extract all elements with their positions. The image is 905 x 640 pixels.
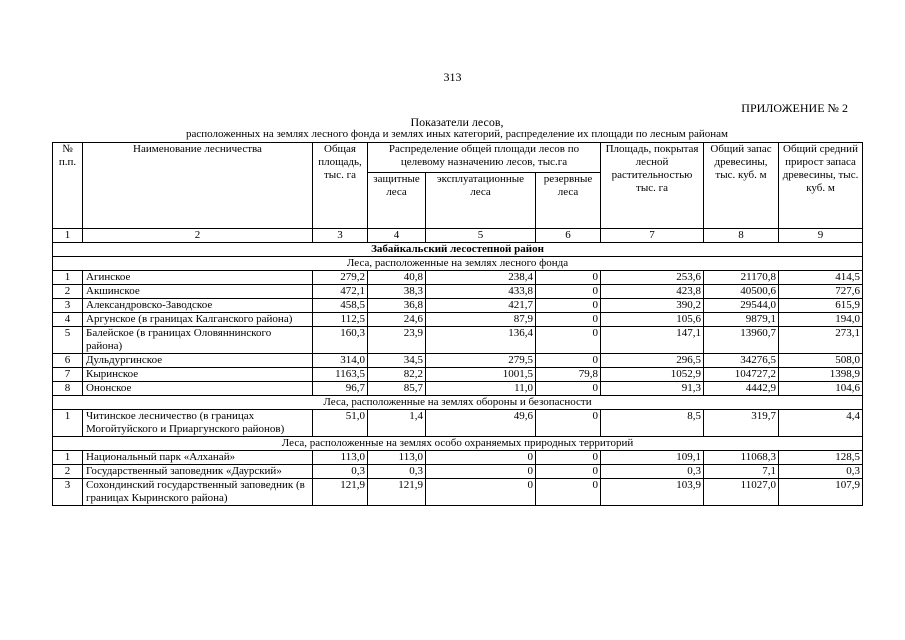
- total-area: 160,3: [313, 327, 368, 354]
- timber-stock: 9879,1: [704, 313, 779, 327]
- header-reserve: резервные леса: [536, 173, 601, 229]
- forestry-name: Агинское: [83, 271, 313, 285]
- covered-area: 390,2: [601, 299, 704, 313]
- table-row: [53, 451, 863, 465]
- covered-area: 91,3: [601, 382, 704, 396]
- forestry-name: Дульдургинское: [83, 354, 313, 368]
- forestry-name: Кыринское: [83, 368, 313, 382]
- exploitation-forests: 11,0: [426, 382, 536, 396]
- timber-stock: 21170,8: [704, 271, 779, 285]
- column-number: 3: [313, 229, 368, 243]
- reserve-forests: 0: [536, 285, 601, 299]
- header-total-area: Общая площадь, тыс. га: [313, 143, 368, 229]
- forestry-name: Ононское: [83, 382, 313, 396]
- protective-forests: 85,7: [368, 382, 426, 396]
- row-number: 7: [53, 368, 83, 382]
- row-number: 8: [53, 382, 83, 396]
- total-area: 96,7: [313, 382, 368, 396]
- table-title: Показатели лесов,: [410, 115, 504, 129]
- forestry-name: Сохондинский государственный заповедник (в границах Кыринского района): [83, 479, 313, 506]
- covered-area: 147,1: [601, 327, 704, 354]
- table-row: [53, 271, 863, 285]
- forestry-name: Государственный заповедник «Даурский»: [83, 465, 313, 479]
- average-growth: 508,0: [779, 354, 863, 368]
- table-subtitle: расположенных на землях лесного фонда и землях иных категорий, распределение их площади по лесным районам: [185, 128, 729, 140]
- header-covered-area: Площадь, покрытая лесной растительностью тыс. га: [601, 143, 704, 229]
- timber-stock: 40500,6: [704, 285, 779, 299]
- exploitation-forests: 238,4: [426, 271, 536, 285]
- section-title: Леса, расположенные на землях обороны и безопасности: [53, 396, 863, 410]
- total-area: 0,3: [313, 465, 368, 479]
- row-number: 2: [53, 285, 83, 299]
- protective-forests: 82,2: [368, 368, 426, 382]
- protective-forests: 40,8: [368, 271, 426, 285]
- timber-stock: 7,1: [704, 465, 779, 479]
- table-row: [53, 465, 863, 479]
- total-area: 1163,5: [313, 368, 368, 382]
- total-area: 314,0: [313, 354, 368, 368]
- protective-forests: 38,3: [368, 285, 426, 299]
- covered-area: 423,8: [601, 285, 704, 299]
- reserve-forests: 79,8: [536, 368, 601, 382]
- total-area: 113,0: [313, 451, 368, 465]
- forestry-name: Акшинское: [83, 285, 313, 299]
- table-row: [53, 410, 863, 437]
- reserve-forests: 0: [536, 451, 601, 465]
- average-growth: 414,5: [779, 271, 863, 285]
- reserve-forests: 0: [536, 327, 601, 354]
- exploitation-forests: 0: [426, 465, 536, 479]
- header-exploitation: эксплуатационные леса: [426, 173, 536, 229]
- exploitation-forests: 421,7: [426, 299, 536, 313]
- protective-forests: 0,3: [368, 465, 426, 479]
- header-distribution: Распределение общей площади лесов по целевому назначению лесов, тыс.га: [368, 143, 601, 173]
- average-growth: 273,1: [779, 327, 863, 354]
- header-stock: Общий запас древесины, тыс. куб. м: [704, 143, 779, 229]
- column-number: 5: [426, 229, 536, 243]
- row-number: 5: [53, 327, 83, 354]
- column-number: 8: [704, 229, 779, 243]
- exploitation-forests: 49,6: [426, 410, 536, 437]
- reserve-forests: 0: [536, 382, 601, 396]
- section-title: Леса, расположенные на землях особо охраняемых природных территорий: [53, 437, 863, 451]
- table-row: [53, 299, 863, 313]
- total-area: 112,5: [313, 313, 368, 327]
- total-area: 279,2: [313, 271, 368, 285]
- exploitation-forests: 136,4: [426, 327, 536, 354]
- reserve-forests: 0: [536, 410, 601, 437]
- protective-forests: 36,8: [368, 299, 426, 313]
- reserve-forests: 0: [536, 354, 601, 368]
- protective-forests: 34,5: [368, 354, 426, 368]
- total-area: 472,1: [313, 285, 368, 299]
- exploitation-forests: 433,8: [426, 285, 536, 299]
- covered-area: 103,9: [601, 479, 704, 506]
- average-growth: 104,6: [779, 382, 863, 396]
- column-number: 2: [83, 229, 313, 243]
- average-growth: 727,6: [779, 285, 863, 299]
- column-number: 7: [601, 229, 704, 243]
- covered-area: 109,1: [601, 451, 704, 465]
- row-number: 6: [53, 354, 83, 368]
- forestry-name: Александровско-Заводское: [83, 299, 313, 313]
- reserve-forests: 0: [536, 479, 601, 506]
- row-number: 4: [53, 313, 83, 327]
- table-row: [53, 313, 863, 327]
- forestry-name: Национальный парк «Алханай»: [83, 451, 313, 465]
- covered-area: 1052,9: [601, 368, 704, 382]
- exploitation-forests: 0: [426, 451, 536, 465]
- row-number: 3: [53, 479, 83, 506]
- table-row: [53, 327, 863, 354]
- timber-stock: 319,7: [704, 410, 779, 437]
- exploitation-forests: 87,9: [426, 313, 536, 327]
- covered-area: 8,5: [601, 410, 704, 437]
- section-title: Леса, расположенные на землях лесного фонда: [53, 257, 863, 271]
- covered-area: 105,6: [601, 313, 704, 327]
- covered-area: 296,5: [601, 354, 704, 368]
- forestry-name: Читинское лесничество (в границах Могойтуйского и Приаргунского районов): [83, 410, 313, 437]
- exploitation-forests: 1001,5: [426, 368, 536, 382]
- table-row: [53, 479, 863, 506]
- reserve-forests: 0: [536, 299, 601, 313]
- reserve-forests: 0: [536, 271, 601, 285]
- table-row: [53, 285, 863, 299]
- protective-forests: 1,4: [368, 410, 426, 437]
- row-number: 1: [53, 410, 83, 437]
- header-protective: защитные леса: [368, 173, 426, 229]
- column-number: 6: [536, 229, 601, 243]
- protective-forests: 113,0: [368, 451, 426, 465]
- protective-forests: 23,9: [368, 327, 426, 354]
- row-number: 2: [53, 465, 83, 479]
- reserve-forests: 0: [536, 313, 601, 327]
- covered-area: 253,6: [601, 271, 704, 285]
- exploitation-forests: 279,5: [426, 354, 536, 368]
- page-number: 313: [443, 70, 462, 84]
- total-area: 121,9: [313, 479, 368, 506]
- table-row: [53, 368, 863, 382]
- timber-stock: 104727,2: [704, 368, 779, 382]
- average-growth: 194,0: [779, 313, 863, 327]
- row-number: 1: [53, 271, 83, 285]
- timber-stock: 29544,0: [704, 299, 779, 313]
- forestry-name: Балейское (в границах Оловяннинского района): [83, 327, 313, 354]
- column-number: 4: [368, 229, 426, 243]
- protective-forests: 121,9: [368, 479, 426, 506]
- table-row: [53, 354, 863, 368]
- forest-indicators-table: [52, 142, 863, 506]
- average-growth: 4,4: [779, 410, 863, 437]
- column-number-row: [53, 229, 863, 243]
- total-area: 51,0: [313, 410, 368, 437]
- average-growth: 615,9: [779, 299, 863, 313]
- forestry-name: Аргунское (в границах Калганского района): [83, 313, 313, 327]
- timber-stock: 13960,7: [704, 327, 779, 354]
- average-growth: 0,3: [779, 465, 863, 479]
- header-name: Наименование лесничества: [83, 143, 313, 229]
- covered-area: 0,3: [601, 465, 704, 479]
- header-num: № п.п.: [53, 143, 83, 229]
- protective-forests: 24,6: [368, 313, 426, 327]
- average-growth: 128,5: [779, 451, 863, 465]
- row-number: 3: [53, 299, 83, 313]
- row-number: 1: [53, 451, 83, 465]
- table-row: [53, 382, 863, 396]
- reserve-forests: 0: [536, 465, 601, 479]
- average-growth: 1398,9: [779, 368, 863, 382]
- timber-stock: 11068,3: [704, 451, 779, 465]
- average-growth: 107,9: [779, 479, 863, 506]
- timber-stock: 11027,0: [704, 479, 779, 506]
- exploitation-forests: 0: [426, 479, 536, 506]
- header-growth: Общий средний прирост запаса древесины, тыс. куб. м: [779, 143, 863, 229]
- timber-stock: 4442,9: [704, 382, 779, 396]
- total-area: 458,5: [313, 299, 368, 313]
- region-title: Забайкальский лесостепной район: [53, 243, 863, 257]
- column-number: 1: [53, 229, 83, 243]
- appendix-label: ПРИЛОЖЕНИЕ № 2: [741, 101, 848, 115]
- timber-stock: 34276,5: [704, 354, 779, 368]
- column-number: 9: [779, 229, 863, 243]
